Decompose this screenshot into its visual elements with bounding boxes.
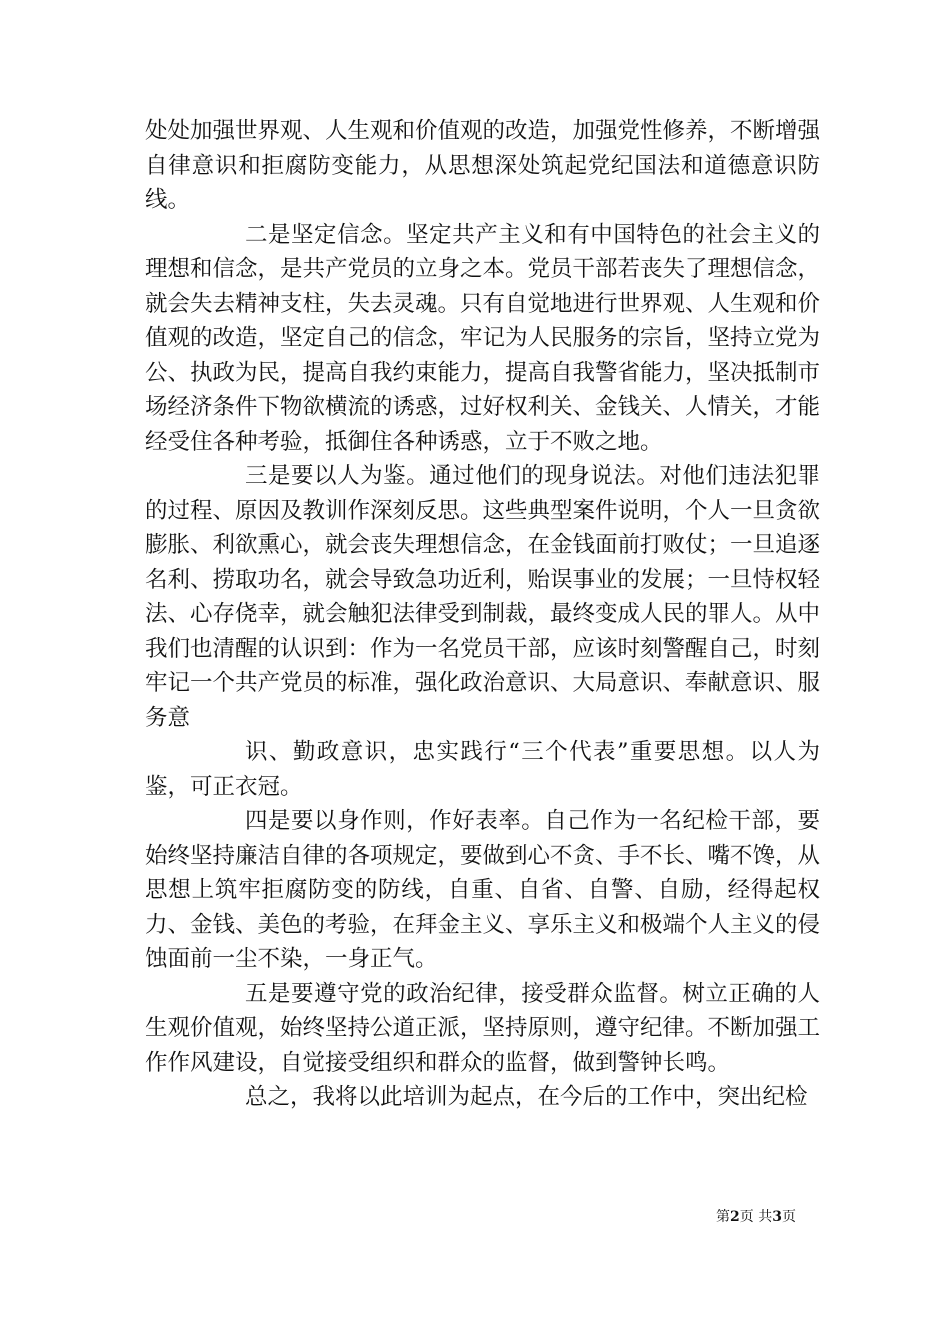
footer-current-page: 2 xyxy=(730,1209,740,1225)
footer-total-pages: 3 xyxy=(772,1209,782,1225)
footer-middle: 页 共 xyxy=(739,1209,773,1225)
paragraph-4: 识、勤政意识，忠实践行“三个代表”重要思想。以人为鉴，可正衣冠。 xyxy=(145,739,820,800)
paragraph-6: 五是要遵守党的政治纪律，接受群众监督。树立正确的人生观价值观，始终坚持公道正派，坚持原则，遵守纪律。不断加强工作作风建设，自觉接受组织和群众的监督，做到警钟长鸣。 xyxy=(145,980,821,1076)
paragraph-1: 处处加强世界观、人生观和价值观的改造，加强党性修养，不断增强自律意识和拒腐防变能力，从思想深处筑起党纪国法和道德意识防线。 xyxy=(145,118,821,213)
paragraph-5: 四是要以身作则，作好表率。自己作为一名纪检干部，要始终坚持廉洁自律的各项规定，要做到心不贪、手不长、嘴不馋，从思想上筑牢拒腐防变的防线，自重、自省、自警、自励，经得起权力、金钱、美色的考验，在拜金主义、享乐主义和极端个人主义的侵蚀面前一尘不染，一身正气。 xyxy=(145,808,821,972)
paragraph-2: 二是坚定信念。坚定共产主义和有中国特色的社会主义的理想和信念，是共产党员的立身之本。党员干部若丧失了理想信念，就会失去精神支柱，失去灵魂。只有自觉地进行世界观、人生观和价值观的改造，坚定自己的信念，牢记为人民服务的宗旨，坚持立党为公、执政为民，提高自我约束能力，提高自我警省能力，坚决抵制市场经济条件下物欲横流的诱惑，过好权利关、金钱关、人情关，才能经受住各种考验，抵御住各种诱惑，立于不败之地。 xyxy=(145,221,821,455)
paragraph-3: 三是要以人为鉴。通过他们的现身说法。对他们违法犯罪的过程、原因及教训作深刻反思。这些典型案件说明，个人一旦贪欲膨胀、利欲熏心，就会丧失理想信念，在金钱面前打败仗；一旦追逐名利、捞取功名，就会导致急功近利，贻误事业的发展；一旦恃权轻法、心存侥幸，就会触犯法律受到制裁，最终变成人民的罪人。从中我们也清醒的认识到：作为一名党员干部，应该时刻警醒自己，时刻牢记一个共产党员的标准，强化政治意识、大局意识、奉献意识、服务意 xyxy=(145,463,821,731)
paragraph-7: 总之，我将以此培训为起点，在今后的工作中，突出纪检 xyxy=(245,1084,808,1110)
page-number-footer xyxy=(716,1208,796,1226)
body-text xyxy=(145,114,820,1115)
footer-suffix: 页 xyxy=(781,1209,796,1225)
footer-prefix: 第 xyxy=(716,1209,730,1225)
